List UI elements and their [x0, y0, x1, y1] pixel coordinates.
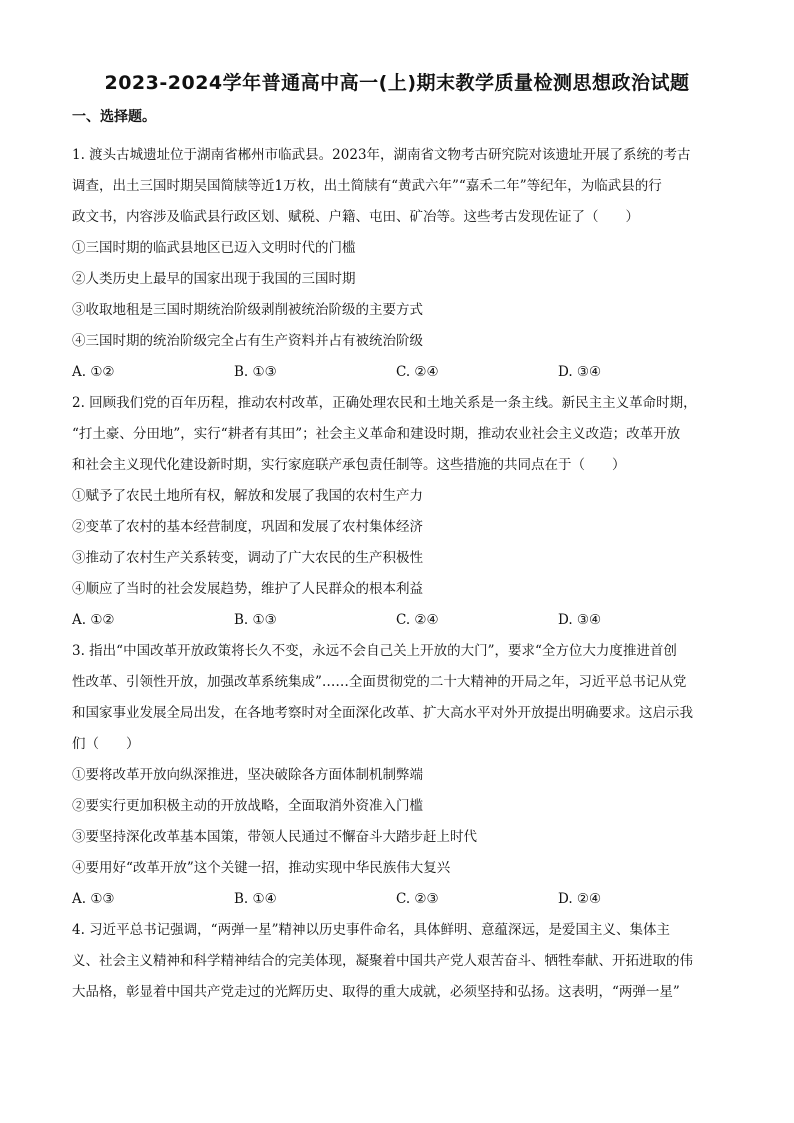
answer-option-d: D. ②④ [558, 891, 602, 907]
question-stem-line: 和国家事业发展全局出发，在各地考察时对全面深化改革、扩大高水平对外开放提出明确要求。这启示我 [72, 705, 693, 721]
statement-item: ③收取地租是三国时期统治阶级剥削被统治阶级的主要方式 [72, 302, 423, 318]
answer-option-a: A. ①② [72, 364, 115, 380]
answer-options [72, 884, 722, 915]
statement-item: ③推动了农村生产关系转变，调动了广大农民的生产积极性 [72, 550, 423, 566]
question-stem-line: “打土豪、分田地”，实行“耕者有其田”；社会主义革命和建设时期，推动农业社会主义改造；改革开放 [72, 426, 681, 442]
answer-option-b: B. ①④ [234, 891, 277, 907]
statement-item: ①要将改革开放向纵深推进，坚决破除各方面体制机制弊端 [72, 767, 423, 783]
statement-item: ④要用好“改革开放”这个关键一招，推动实现中华民族伟大复兴 [72, 860, 451, 876]
statement-item: ②人类历史上最早的国家出现于我国的三国时期 [72, 271, 356, 287]
answer-option-a: A. ①③ [72, 891, 115, 907]
question-stem-line: 大品格，彰显着中国共产党走过的光辉历史、取得的重大成就，必须坚持和弘扬。这表明，“两弹一星” [72, 984, 680, 1000]
question-3 [72, 636, 722, 915]
statement-item: ④三国时期的统治阶级完全占有生产资料并占有被统治阶级 [72, 333, 423, 349]
question-stem-line: 3. 指出“中国改革开放政策将长久不变，永远不会自己关上开放的大门”，要求“全方位大力度推进首创 [72, 643, 677, 659]
question-stem-line: 们（ ） [72, 736, 140, 752]
question-1 [72, 140, 722, 388]
answer-options [72, 357, 722, 388]
statement-item: ②变革了农村的基本经营制度，巩固和发展了农村集体经济 [72, 519, 423, 535]
section-heading: 一、选择题。 [72, 109, 156, 125]
statement-item: ②要实行更加积极主动的开放战略，全面取消外资准入门槛 [72, 798, 423, 814]
statement-item: ③要坚持深化改革基本国策，带领人民通过不懈奋斗大踏步赶上时代 [72, 829, 477, 845]
statement-item: ④顺应了当时的社会发展趋势，维护了人民群众的根本利益 [72, 581, 423, 597]
question-stem-line: 义、社会主义精神和科学精神结合的完美体现，凝聚着中国共产党人艰苦奋斗、牺牲奉献、开拓进取的伟 [72, 953, 693, 969]
answer-option-d: D. ③④ [558, 612, 602, 628]
question-4 [72, 915, 722, 1008]
answer-option-b: B. ①③ [234, 364, 277, 380]
answer-option-d: D. ③④ [558, 364, 602, 380]
statement-item: ①赋予了农民土地所有权，解放和发展了我国的农村生产力 [72, 488, 423, 504]
question-stem-line: 调查，出土三国时期吴国简牍等近1万枚，出土简牍有“黄武六年”“嘉禾二年”等纪年，为临武县的行 [72, 178, 662, 194]
question-stem-line: 性改革、引领性开放，加强改革系统集成”……全面贯彻党的二十大精神的开局之年，习近平总书记从党 [72, 674, 687, 690]
answer-options [72, 605, 722, 636]
question-2 [72, 388, 722, 636]
answer-option-a: A. ①② [72, 612, 115, 628]
answer-option-c: C. ②④ [396, 364, 439, 380]
question-stem-line: 和社会主义现代化建设新时期，实行家庭联产承包责任制等。这些措施的共同点在于（ ） [72, 457, 626, 473]
questions-container [72, 140, 722, 1008]
question-stem-line: 4. 习近平总书记强调，“两弹一星”精神以历史事件命名，具体鲜明、意蕴深远，是爱国主义、集体主 [72, 922, 670, 938]
answer-option-c: C. ②③ [396, 891, 439, 907]
question-stem-line: 政文书，内容涉及临武县行政区划、赋税、户籍、屯田、矿冶等。这些考古发现佐证了（ ） [72, 209, 639, 225]
question-stem-line: 2. 回顾我们党的百年历程，推动农村改革，正确处理农民和土地关系是一条主线。新民主主义革命时期， [72, 395, 697, 411]
statement-item: ①三国时期的临武县地区已迈入文明时代的门槛 [72, 240, 356, 256]
answer-option-c: C. ②④ [396, 612, 439, 628]
question-stem-line: 1. 渡头古城遗址位于湖南省郴州市临武县。2023年，湖南省文物考古研究院对该遗址开展了系统的考古 [72, 147, 691, 163]
answer-option-b: B. ①③ [234, 612, 277, 628]
page-title: 2023-2024学年普通高中高一(上)期末教学质量检测思想政治试题 [104, 72, 690, 94]
